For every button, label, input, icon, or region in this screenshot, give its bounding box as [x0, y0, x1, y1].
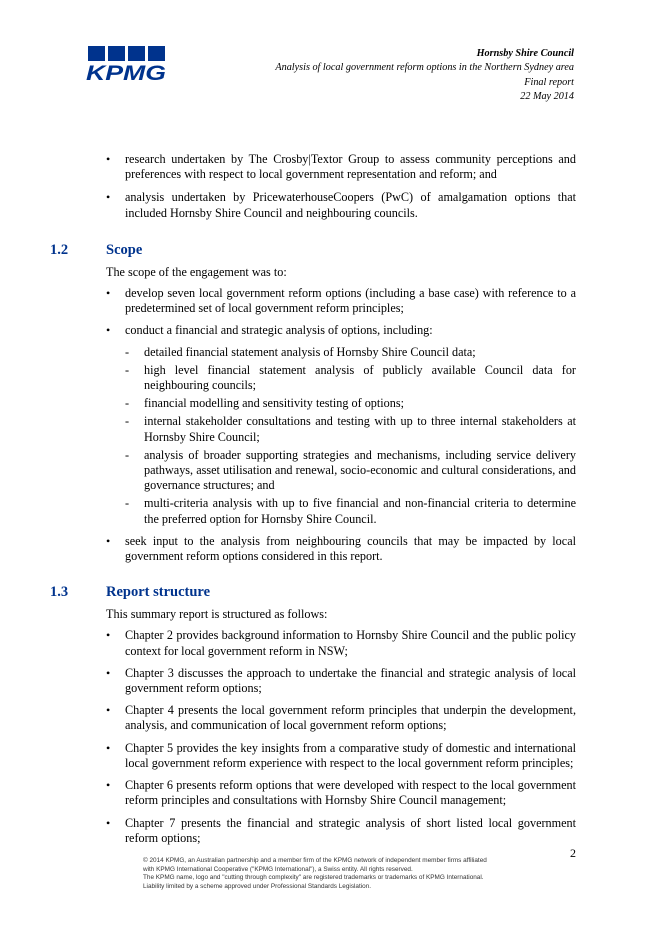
list-item: • develop seven local government reform options (including a base case) with reference to a predetermined set of local government reform principles; — [0, 286, 656, 316]
sub-list-item: - multi-criteria analysis with up to five financial and non-financial criteria to determine the preferred option for Hornsby Shire Council. — [0, 496, 656, 526]
list-item: • Chapter 6 presents reform options that were developed with respect to the local government reform principles and consultations with Hornsby Shire Council management; — [0, 778, 656, 808]
footer-line: © 2014 KPMG, an Australian partnership and a member firm of the KPMG network of independent member firms affiliated — [143, 857, 487, 864]
list-item: • Chapter 3 discusses the approach to undertake the financial and strategic analysis of local government reform options; — [0, 666, 656, 696]
header-report-type: Final report — [524, 76, 574, 88]
sub-list-item: - financial modelling and sensitivity testing of options; — [0, 396, 656, 411]
section-number: 1.3 — [50, 584, 69, 601]
footer-line: The KPMG name, logo and "cutting through complexity" are registered trademarks or trademarks of KPMG International. — [143, 874, 484, 882]
scope-intro: The scope of the engagement was to: — [106, 264, 287, 279]
section-heading-scope — [0, 242, 656, 262]
list-item — [0, 323, 656, 338]
kpmg-logo-text: KPMG — [86, 62, 166, 82]
sub-list-item: - detailed financial statement analysis of Hornsby Shire Council data; — [0, 345, 656, 360]
kpmg-logo — [86, 46, 170, 82]
header-date: 22 May 2014 — [520, 90, 574, 102]
footer-line: with KPMG International Cooperative ("KPMG International"), a Swiss entity. All rights reserved. — [143, 865, 413, 873]
footer-line: Liability limited by a scheme approved under Professional Standards Legislation. — [143, 883, 372, 891]
list-item: • seek input to the analysis from neighbouring councils that may be impacted by local government reform options considered in this report. — [0, 534, 656, 564]
scope-bullet-list — [0, 286, 656, 339]
sub-list-item: - high level financial statement analysis of publicly available Council data for neighbouring councils; — [0, 363, 656, 393]
scope-sub-list — [0, 345, 656, 527]
intro-bullet-list — [0, 152, 656, 221]
structure-bullet-list — [0, 628, 656, 845]
header-organisation: Hornsby Shire Council — [476, 48, 574, 59]
page-number: 2 — [570, 846, 576, 860]
list-item: • analysis undertaken by PricewaterhouseCoopers (PwC) of amalgamation options that included Hornsby Shire Council and neighbouring councils. — [0, 190, 656, 220]
list-item-text: conduct a financial and strategic analysis of options, including: — [125, 323, 433, 338]
running-header — [275, 47, 574, 104]
section-number: 1.2 — [50, 241, 69, 258]
list-item: • Chapter 2 provides background information to Hornsby Shire Council and the public policy context for local government reform in NSW; — [0, 628, 656, 658]
sub-list-item: - internal stakeholder consultations and testing with up to three internal stakeholders at Hornsby Shire Council; — [0, 414, 656, 444]
scope-bullet-list-end — [0, 534, 656, 564]
list-item: • Chapter 4 presents the local government reform principles that underpin the development, analysis, and communication of local government reform options; — [0, 703, 656, 733]
header-subtitle: Analysis of local government reform options in the Northern Sydney area — [275, 62, 574, 74]
section-heading-report-structure — [0, 584, 656, 604]
legal-footer — [143, 857, 563, 892]
page-body — [0, 152, 656, 846]
list-item: • research undertaken by The Crosby|Textor Group to assess community perceptions and preferences with respect to local government representation and reform; and — [0, 152, 656, 182]
structure-intro: This summary report is structured as follows: — [106, 607, 328, 622]
sub-list-item: - analysis of broader supporting strategies and mechanisms, including service delivery pathways, asset utilisation and renewal, socio-economic and cultural considerations, and governance structures; and — [0, 448, 656, 494]
section-title: Scope — [106, 241, 143, 258]
section-title: Report structure — [106, 584, 211, 601]
list-item: • Chapter 7 presents the financial and strategic analysis of short listed local government reform options; — [0, 816, 656, 846]
list-item: • Chapter 5 provides the key insights from a comparative study of domestic and international local government reform experience with respect to the local government reform principles; — [0, 741, 656, 771]
